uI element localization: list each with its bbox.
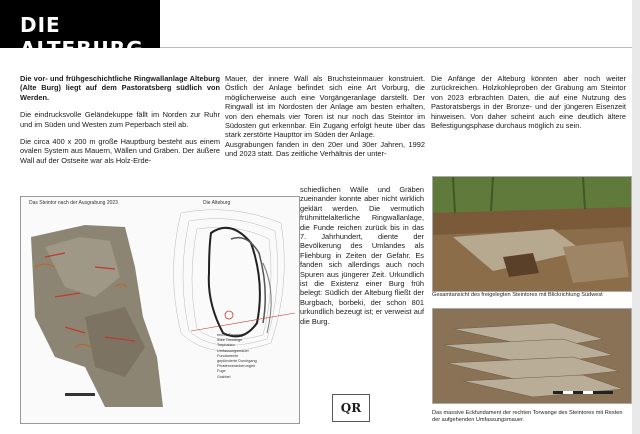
paragraph: Ausgrabungen fanden in den 20er und 30er Jahren, 1992 und 2023 statt. Das zeitliche Verhältnis der unter-: [225, 139, 425, 159]
legend-item: linke Torwange: [217, 338, 243, 343]
paragraph: Die Anfänge der Alteburg könnten aber noch weiter zurückreichen. Holzkohleproben der Grabung am Steintor von 2023 erbrachten Daten, die auf eine Nutzung des Pastoratsbergs in der Bronze- und der jüngeren Eisenzeit hinweisen. Von daher scheint auch eine deutlich ältere Befestigungsphase durchaus möglich zu sein.: [431, 74, 626, 131]
foundation-photo-image: [433, 309, 631, 403]
excavation-overview-photo: [432, 176, 632, 292]
text-column-2: [225, 74, 425, 159]
text-column-1: [20, 74, 220, 165]
text-column-3: [431, 74, 626, 138]
legend-item: Fuge: [217, 369, 226, 374]
legend-item: rechte Torwange: [217, 333, 246, 337]
paragraph: Die circa 400 x 200 m große Hauptburg besteht aus einem ovalen System aus Mauern, Wällen und Gräben. Der äußere Wall auf der Ostseite war als Holz-Erde-: [20, 137, 220, 165]
page-title: DIE ALTEBURG: [20, 13, 144, 61]
lead-paragraph: Die vor- und frühgeschichtliche Ringwallanlage Alteburg (Alte Burg) liegt auf dem Pastoratsberg südlich von Werden.: [20, 74, 220, 102]
foundation-photo: [432, 308, 632, 404]
title-bar: [0, 0, 160, 61]
right-edge-bar: [632, 0, 640, 434]
text-column-2-continued: [300, 185, 424, 334]
legend-item: Torpfosten: [217, 343, 235, 348]
qr-label: QR: [340, 401, 362, 415]
paragraph: schiedlichen Wälle und Gräben zueinander konnte aber nicht wirklich geklärt werden. Die vermutlich frühmittelalterliche Ringwallanlage, die Funde reichen zurück bis in das 7. Jahrhundert, diente der Bevölkerung des Umlandes als Fliehburg in Zeiten der Gefahr. Es fanden sich allerdings auch noch Spuren aus jüngerer Zeit. Urkundlich ist die Existenz einer Burg früh belegt: Südlich der Alteburg fließt der Burgbach, borbeki, der schon 801 urkundlich bezeugt ist; er verweist auf die Burg.: [300, 185, 424, 326]
excavation-plan-figure: [20, 196, 300, 424]
paragraph: Die eindrucksvolle Geländekuppe fällt im Norden zur Ruhr und im Süden und Westen zum Peperbach steil ab.: [20, 110, 220, 129]
qr-code-box[interactable]: [332, 394, 370, 422]
steintor-plan-image: [25, 207, 165, 407]
figure-caption-left: Das Steintor nach der Ausgrabung 2023: [29, 200, 118, 206]
figure-legend: [217, 333, 293, 380]
legend-item: Grabbei: [217, 374, 231, 379]
legend-item: Umfassungsmauer: [217, 348, 249, 353]
header-divider: [160, 47, 640, 48]
figure-caption-right: Die Alteburg: [203, 200, 231, 206]
paragraph: Mauer, der innere Wall als Bruchsteinmauer konstruiert. Östlich der Anlage befindet sich eine Art Vorburg, die möglicherweise auch eine Vorgängeranlage darstellt. Der Ringwall ist im Nordosten der Anlage am besten erhalten, von den ehemals vier Toren ist nur noch das Steintor im Südosten gut erkennbar. Ein Zugang erfolgt heute über das stark zerstörte Haupttor im Süden der Anlage.: [225, 74, 425, 140]
legend-item: geplünderte Durchgang: [217, 359, 257, 364]
legend-item: Fundamente: [217, 353, 239, 358]
excavation-photo-image: [433, 177, 631, 291]
legend-item: Pfostenverankerungen: [217, 364, 256, 369]
photo-caption-1: Gesamtansicht des freigelegten Steintores mit Blickrichtung Südwest: [432, 292, 603, 298]
photo-caption-2: Das massive Eckfundament der rechten Torwange des Steintores mit Resten der aufgehenden Umfassungsmauer.: [432, 410, 623, 423]
